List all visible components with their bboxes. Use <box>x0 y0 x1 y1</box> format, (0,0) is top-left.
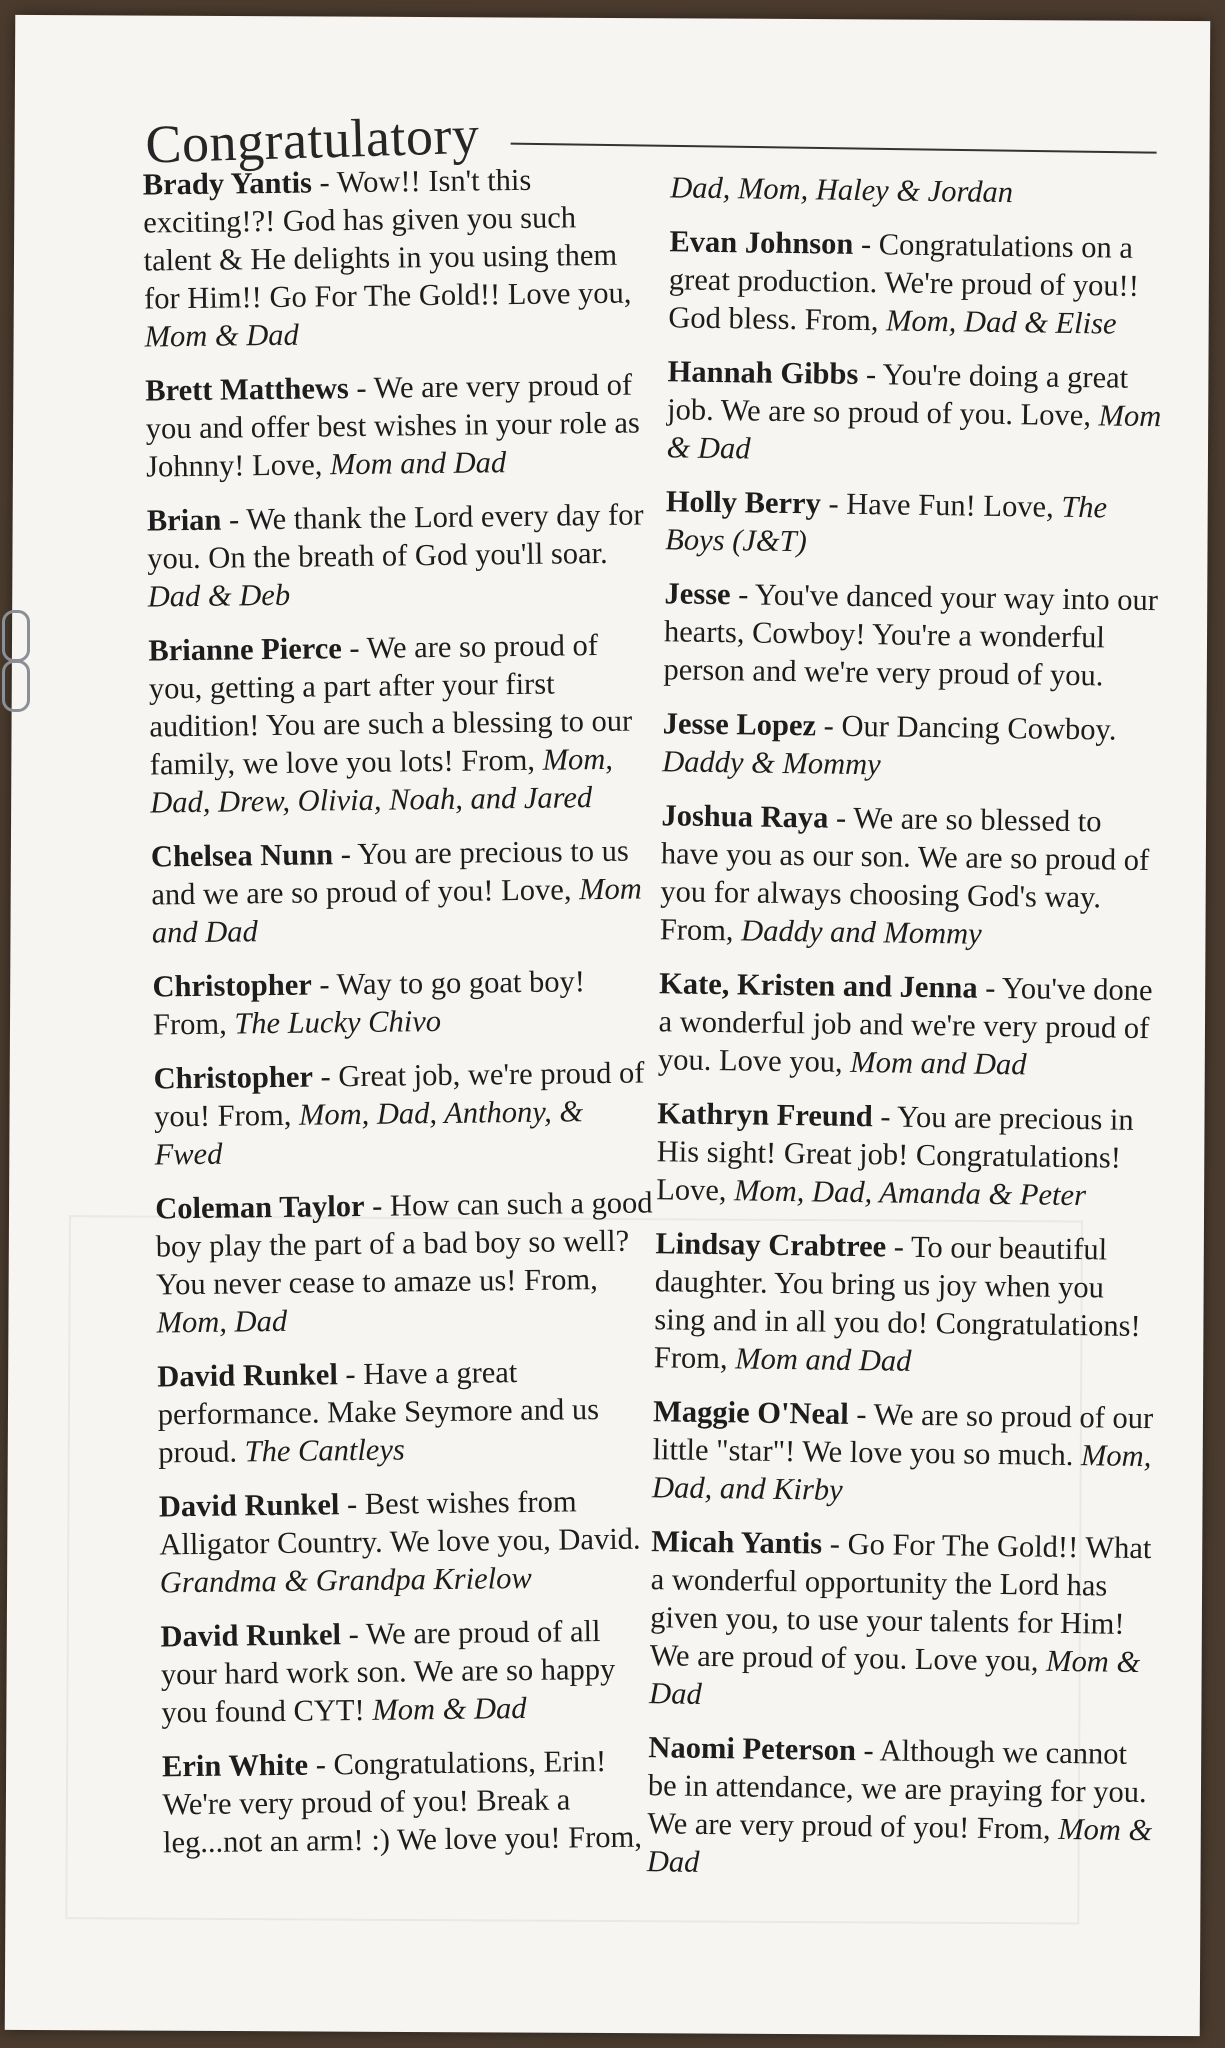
congrat-entry <box>647 1728 1154 1887</box>
signature: Mom & Dad <box>372 1690 527 1727</box>
signature: Daddy & Mommy <box>661 744 881 782</box>
congrat-message: - You've done a wonderful job and we're very proud of you. Love you, <box>657 970 1153 1079</box>
congrat-entry <box>670 168 1175 213</box>
congrat-entry <box>654 1224 1161 1383</box>
section-title: Congratulatory <box>144 104 481 175</box>
recipient-name: David Runkel <box>158 1487 340 1524</box>
signature: Daddy and Mommy <box>740 913 982 951</box>
signature: Mom and Dad <box>329 445 507 482</box>
congrat-entry <box>649 1522 1157 1719</box>
congrat-entry <box>666 352 1173 473</box>
signature: Mom & Dad <box>144 317 299 354</box>
recipient-name: Brady Yantis <box>142 165 313 202</box>
congrat-message: - We are very proud of you and offer best wishes in your role as Johnny! Love, <box>145 367 640 484</box>
recipient-name: Christopher <box>153 1059 314 1096</box>
congrat-entry <box>142 159 644 355</box>
signature: Mom, Dad, Amanda & Peter <box>733 1173 1087 1213</box>
congrat-entry <box>162 1741 663 1861</box>
recipient-name: Brett Matthews <box>145 371 350 408</box>
signature: Dad & Deb <box>147 577 291 614</box>
recipient-name: Maggie O'Neal <box>652 1394 850 1431</box>
congrat-message: - Great job, we're proud of you! From, <box>153 1055 645 1134</box>
recipient-name: Evan Johnson <box>669 224 854 261</box>
congrat-entry <box>665 482 1171 565</box>
signature: Mom and Dad <box>734 1341 912 1378</box>
congrat-message: - You are precious in His sight! Great job! Congratulations! Love, <box>655 1099 1134 1208</box>
recipient-name: David Runkel <box>160 1617 342 1654</box>
recipient-name: Micah Yantis <box>651 1524 823 1561</box>
recipient-name: Kate, Kristen and Jenna <box>658 966 978 1005</box>
recipient-name: Hannah Gibbs <box>667 354 859 391</box>
congrat-entry <box>153 1053 654 1173</box>
congrat-entry <box>660 796 1167 955</box>
congrat-message: - We are proud of all your hard work son. We are so happy you found CYT! <box>160 1614 616 1730</box>
signature: Dad, Mom, Haley & Jordan <box>669 170 1014 210</box>
congrat-message: - Way to go goat boy! From, <box>152 964 586 1042</box>
congrat-entry <box>148 625 650 821</box>
congrat-entry <box>658 964 1165 1085</box>
recipient-name: Naomi Peterson <box>648 1730 857 1768</box>
congrat-message: - You've danced your way into our hearts, Cowboy! You're a wonderful person and we're very proud of you. <box>663 577 1159 693</box>
congrat-message: - Best wishes from Alligator Country. We love you, David. <box>159 1484 641 1562</box>
congrat-message: - You are precious to us and we are so proud of you! Love, <box>151 833 629 912</box>
recipient-name: Chelsea Nunn <box>150 837 334 874</box>
signature: Mom, Dad & Elise <box>885 303 1117 341</box>
congrat-entry <box>147 495 648 615</box>
title-rule <box>511 143 1157 154</box>
congrat-entry <box>159 1481 660 1601</box>
congrat-entry <box>662 704 1168 787</box>
congrat-message: - We are so proud of you, getting a part after your first audition! You are such a blessing to our family, we love you lots! From, <box>148 628 633 782</box>
left-column <box>142 159 663 1877</box>
congrat-message: - We are so blessed to have you as our son. We are so proud of you for always choosing God's way. From, <box>659 800 1150 948</box>
congrat-message: - We are so proud of our little "star"! We love you so much. <box>652 1396 1154 1473</box>
recipient-name: Lindsay Crabtree <box>655 1226 887 1264</box>
recipient-name: Joshua Raya <box>661 798 829 835</box>
congrat-message: - Go For The Gold!! What a wonderful opportunity the Lord has given you, to use your talents for Him! We are proud of you. Love you, <box>649 1526 1152 1678</box>
congrat-entry <box>668 222 1175 343</box>
recipient-name: Erin White <box>161 1747 309 1784</box>
recipient-name: Jesse Lopez <box>662 706 817 743</box>
congrat-message: - Have a great performance. Make Seymore and us proud. <box>157 1355 600 1470</box>
congrat-message: - Congratulations, Erin! We're very proud of you! Break a leg...not an arm! :) We love you! From, <box>162 1744 643 1860</box>
binder-ring <box>2 660 30 712</box>
signature: Mom, Dad, Anthony, & Fwed <box>154 1094 584 1172</box>
recipient-name: Brian <box>146 502 222 538</box>
binder-ring <box>2 610 30 662</box>
congrat-message: - Have Fun! Love, <box>820 486 1054 524</box>
congrat-entry <box>656 1094 1163 1215</box>
signature: The Cantleys <box>244 1432 405 1469</box>
congrat-message: - You're doing a great job. We are so proud of you. Love, <box>666 356 1129 433</box>
recipient-name: Jesse <box>664 576 731 612</box>
recipient-name: Kathryn Freund <box>657 1096 874 1134</box>
congrat-entry <box>652 1392 1159 1513</box>
signature: Mom & Dad <box>646 1811 1153 1879</box>
recipient-name: Coleman Taylor <box>155 1188 365 1226</box>
signature: Mom, Dad <box>156 1303 288 1340</box>
recipient-name: Brianne Pierce <box>148 631 343 668</box>
congrat-entry <box>155 1183 657 1341</box>
signature: Mom & Dad <box>666 398 1162 466</box>
congrat-entry <box>151 831 652 951</box>
signature: Mom and Dad <box>151 871 642 950</box>
congrat-message: - To our beautiful daughter. You bring us joy when you sing and in all you do! Congratulations! From, <box>653 1229 1141 1376</box>
recipient-name: David Runkel <box>157 1357 339 1394</box>
recipient-name: Holly Berry <box>665 484 822 521</box>
congrat-entry <box>145 365 646 485</box>
congrat-message: - Wow!! Isn't this exciting!?! God has given you such talent & He delights in you using them for Him!! Go For The Gold!! Love you, <box>142 162 632 316</box>
congrat-message: - Although we cannot be in attendance, we are praying for you. We are very proud of you! From, <box>647 1733 1147 1846</box>
congrat-entry <box>157 1351 658 1471</box>
congrat-message: - How can such a good boy play the part of a bad boy so well? You never cease to amaze us! From, <box>155 1185 653 1302</box>
congrat-entry <box>663 574 1170 695</box>
congrat-entry <box>160 1611 661 1731</box>
right-column <box>646 168 1175 1903</box>
signature: Mom, Dad, and Kirby <box>651 1438 1152 1507</box>
program-page <box>5 15 1211 2036</box>
signature: The Boys (J&T) <box>665 489 1108 559</box>
signature: Mom, Dad, Drew, Olivia, Noah, and Jared <box>150 741 614 820</box>
congrat-message: - Congratulations on a great production. We're proud of you!! God bless. From, <box>668 226 1140 338</box>
recipient-name: Christopher <box>152 967 313 1004</box>
signature: Mom and Dad <box>850 1044 1027 1082</box>
signature: Grandma & Grandpa Krielow <box>159 1560 532 1600</box>
signature: The Lucky Chivo <box>234 1003 442 1041</box>
congrat-entry <box>152 961 653 1043</box>
signature: Mom & Dad <box>648 1643 1141 1711</box>
congrat-message: - Our Dancing Cowboy. <box>815 708 1117 747</box>
congrat-message: - We thank the Lord every day for you. On the breath of God you'll soar. <box>147 497 644 576</box>
